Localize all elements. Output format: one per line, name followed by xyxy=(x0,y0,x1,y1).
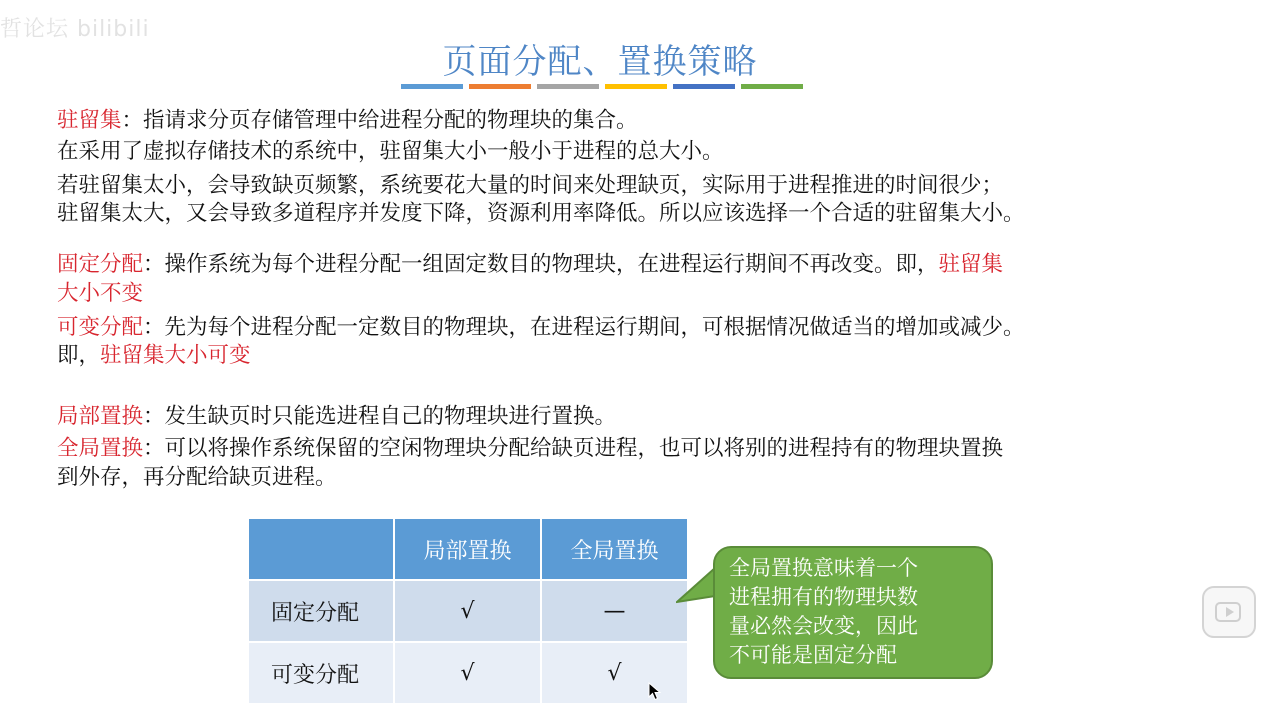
table-cell: — xyxy=(541,580,688,642)
paragraph-resident-size: 在采用了虚拟存储技术的系统中，驻留集大小一般小于进程的总大小。 xyxy=(57,139,724,164)
global-replacement-text: ：可以将操作系统保留的空闲物理块分配给缺页进程，也可以将别的进程持有的物理块置换 xyxy=(143,436,1004,461)
table-cell: √ xyxy=(541,642,688,704)
table-header-cell: 全局置换 xyxy=(541,518,688,580)
variable-allocation-text: ：先为每个进程分配一定数目的物理块，在进程运行期间，可根据情况做适当的增加或减少。 xyxy=(143,315,1025,340)
resident-set-definition: ：指请求分页存储管理中给进程分配的物理块的集合。 xyxy=(121,108,638,133)
paragraph-too-small: 若驻留集太小，会导致缺页频繁，系统要花大量的时间来处理缺页，实际用于进程推进的时间很少； xyxy=(57,173,1004,198)
local-replacement-text: ：发生缺页时只能选进程自己的物理块进行置换。 xyxy=(143,404,617,429)
callout-line: 进程拥有的物理块数 xyxy=(729,585,918,609)
table-row xyxy=(248,580,688,642)
variable-allocation-text2: 即， xyxy=(57,343,101,368)
play-icon xyxy=(1204,588,1254,636)
title-underline-segment xyxy=(741,84,803,89)
callout-note xyxy=(713,546,993,679)
play-button[interactable] xyxy=(1202,586,1256,638)
term-variable-allocation: 可变分配 xyxy=(57,315,144,340)
callout-pointer xyxy=(676,566,716,612)
table-header-row xyxy=(248,518,688,580)
paragraph-resident-set xyxy=(57,106,1217,135)
paragraph-fixed-allocation-cont xyxy=(57,279,1217,308)
paragraph-variable-allocation xyxy=(57,313,1217,342)
title-underline-segment xyxy=(537,84,599,89)
title-underline-segment xyxy=(469,84,531,89)
watermark: 哲论坛 bilibili xyxy=(0,17,150,42)
paragraph-global-replacement-cont: 到外存，再分配给缺页进程。 xyxy=(57,465,337,490)
slide-title: 页面分配、置换策略 xyxy=(442,42,758,82)
callout-line: 量必然会改变，因此 xyxy=(729,614,918,638)
fixed-emphasis-b: 大小不变 xyxy=(57,281,144,306)
term-global-replacement: 全局置换 xyxy=(57,436,144,461)
table-row-header: 固定分配 xyxy=(248,580,394,642)
term-fixed-allocation: 固定分配 xyxy=(57,252,144,277)
paragraph-variable-allocation-cont xyxy=(57,341,1217,370)
table-row-header: 可变分配 xyxy=(248,642,394,704)
term-local-replacement: 局部置换 xyxy=(57,404,144,429)
comparison-table xyxy=(247,517,689,705)
table-cell: √ xyxy=(394,642,541,704)
table-header-cell xyxy=(248,518,394,580)
table-row xyxy=(248,642,688,704)
mouse-cursor-icon xyxy=(648,682,662,702)
fixed-allocation-text: ：操作系统为每个进程分配一组固定数目的物理块，在进程运行期间不再改变。即， xyxy=(143,252,939,277)
title-underline-segment xyxy=(673,84,735,89)
title-underline-segment xyxy=(401,84,463,89)
title-underline-segment xyxy=(605,84,667,89)
callout-line: 全局置换意味着一个 xyxy=(729,556,918,580)
table-cell: √ xyxy=(394,580,541,642)
variable-emphasis: 驻留集大小可变 xyxy=(100,343,251,368)
paragraph-global-replacement xyxy=(57,434,1217,463)
paragraph-local-replacement xyxy=(57,402,1217,431)
callout-line: 不可能是固定分配 xyxy=(729,643,897,667)
table-header-cell: 局部置换 xyxy=(394,518,541,580)
paragraph-too-large: 驻留集太大，又会导致多道程序并发度下降，资源利用率降低。所以应该选择一个合适的驻留集大小。 xyxy=(57,201,1025,226)
paragraph-fixed-allocation xyxy=(57,250,1217,279)
fixed-emphasis-a: 驻留集 xyxy=(938,252,1004,277)
term-resident-set: 驻留集 xyxy=(57,108,122,133)
